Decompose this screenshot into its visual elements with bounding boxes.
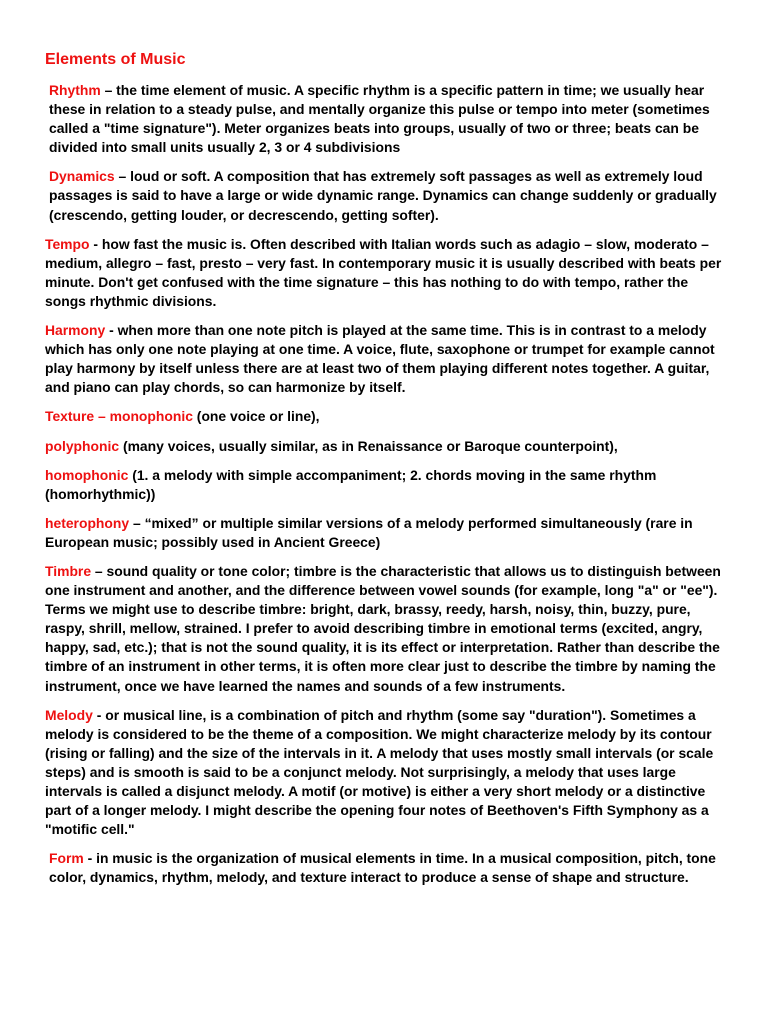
paragraph-polyphonic bbox=[45, 437, 728, 456]
term-tempo: Tempo bbox=[45, 235, 90, 252]
definition-form: - in music is the organization of musical elements in time. In a musical composition, pitch, tone color, dynamics, rhythm, melody, and texture interact to produce a sense of shape and structure. bbox=[49, 850, 716, 886]
term-rhythm: Rhythm bbox=[49, 82, 101, 98]
term-dynamics: Dynamics bbox=[49, 168, 115, 185]
definition-harmony: - when more than one note pitch is played at the same time. This is in contrast to a melody which has only one note playing at one time. A voice, flute, saxophone or trumpet for example cannot play harmony by itself unless there are at least two of them playing different notes together. A guitar, and piano can play chords, so can harmonize by itself. bbox=[45, 322, 715, 396]
term-polyphonic: polyphonic bbox=[45, 437, 120, 454]
paragraph-tempo bbox=[45, 235, 728, 311]
definition-homophonic: (1. a melody with simple accompaniment; 2. chords moving in the same rhythm (homorhythmic)) bbox=[45, 466, 657, 502]
definition-polyphonic: (many voices, usually similar, as in Renaissance or Baroque counterpoint), bbox=[119, 437, 618, 454]
paragraph-texture bbox=[45, 407, 728, 426]
paragraph-melody bbox=[45, 706, 728, 840]
definition-timbre: – sound quality or tone color; timbre is the characteristic that allows us to distinguish between one instrument and another, and the difference between vowel sounds (for example, long "a" or "ee"). Terms we might use to describe timbre: bright, dark, brassy, reedy, harsh, noisy, thin, buzzy, pure, raspy, shrill, mellow, strained. I prefer to avoid describing timbre in emotional terms (excited, angry, happy, sad, etc.); that is not the sound quality, it is its effect or interpretation. Rather than describe the timbre of an instrument in other terms, it is often more clear just to describe the timbre by naming the instrument, once we have learned the names and sounds of a few instruments. bbox=[45, 562, 721, 694]
paragraph-heterophony bbox=[45, 514, 728, 552]
term-timbre: Timbre bbox=[45, 562, 92, 579]
page-title: Elements of Music bbox=[45, 51, 186, 68]
paragraph-timbre bbox=[45, 562, 728, 696]
term-melody: Melody bbox=[45, 706, 93, 723]
term-monophonic: monophonic bbox=[109, 408, 193, 425]
definition-dynamics: – loud or soft. A composition that has extremely soft passages as well as extremely loud passages is said to have a large or wide dynamic range. Dynamics can change suddenly or gradually (crescendo, getting louder, or decrescendo, getting softer). bbox=[49, 168, 717, 223]
term-heterophony: heterophony bbox=[45, 514, 130, 531]
definition-tempo: - how fast the music is. Often described with Italian words such as adagio – slow, moderato – medium, allegro – fast, presto – very fast. In contemporary music it is usually described with beats per minute. Don't get confused with the time signature – this has nothing to do with tempo, rather the songs rhythmic divisions. bbox=[45, 235, 722, 309]
term-form: Form bbox=[49, 850, 84, 867]
term-harmony: Harmony bbox=[45, 322, 106, 339]
paragraph-dynamics bbox=[45, 167, 728, 224]
paragraph-homophonic bbox=[45, 466, 728, 504]
definition-heterophony: – “mixed” or multiple similar versions of a melody performed simultaneously (rare in European music; possibly used in Ancient Greece) bbox=[45, 514, 693, 550]
definition-monophonic: (one voice or line), bbox=[192, 408, 320, 425]
term-homophonic: homophonic bbox=[45, 466, 129, 483]
definition-rhythm: – the time element of music. A specific rhythm is a specific pattern in time; we usually hear these in relation to a steady pulse, and mentally organize this pulse or tempo into meter (sometimes called a "time signature"). Meter organizes beats into groups, usually of two or three; beats can be divided into small units usually 2, 3 or 4 subdivisions bbox=[49, 82, 710, 156]
paragraph-rhythm bbox=[45, 81, 728, 157]
term-texture: Texture bbox=[45, 408, 95, 425]
paragraph-harmony bbox=[45, 321, 728, 397]
paragraph-form bbox=[45, 849, 728, 887]
definition-melody: - or musical line, is a combination of pitch and rhythm (some say "duration"). Sometimes a melody is considered to be the theme of a composition. We might characterize melody by its contour (rising or falling) and the size of the intervals in it. A melody that uses mostly small intervals (or scale steps) and is smooth is said to be a conjunct melody. Not surprisingly, a melody that uses large intervals is called a disjunct melody. A motif (or motive) is either a very short melody or a distinctive part of a longer melody. I might describe the opening four notes of Beethoven's Fifth Symphony as a "motific cell." bbox=[45, 706, 714, 838]
texture-separator: – bbox=[94, 408, 110, 425]
